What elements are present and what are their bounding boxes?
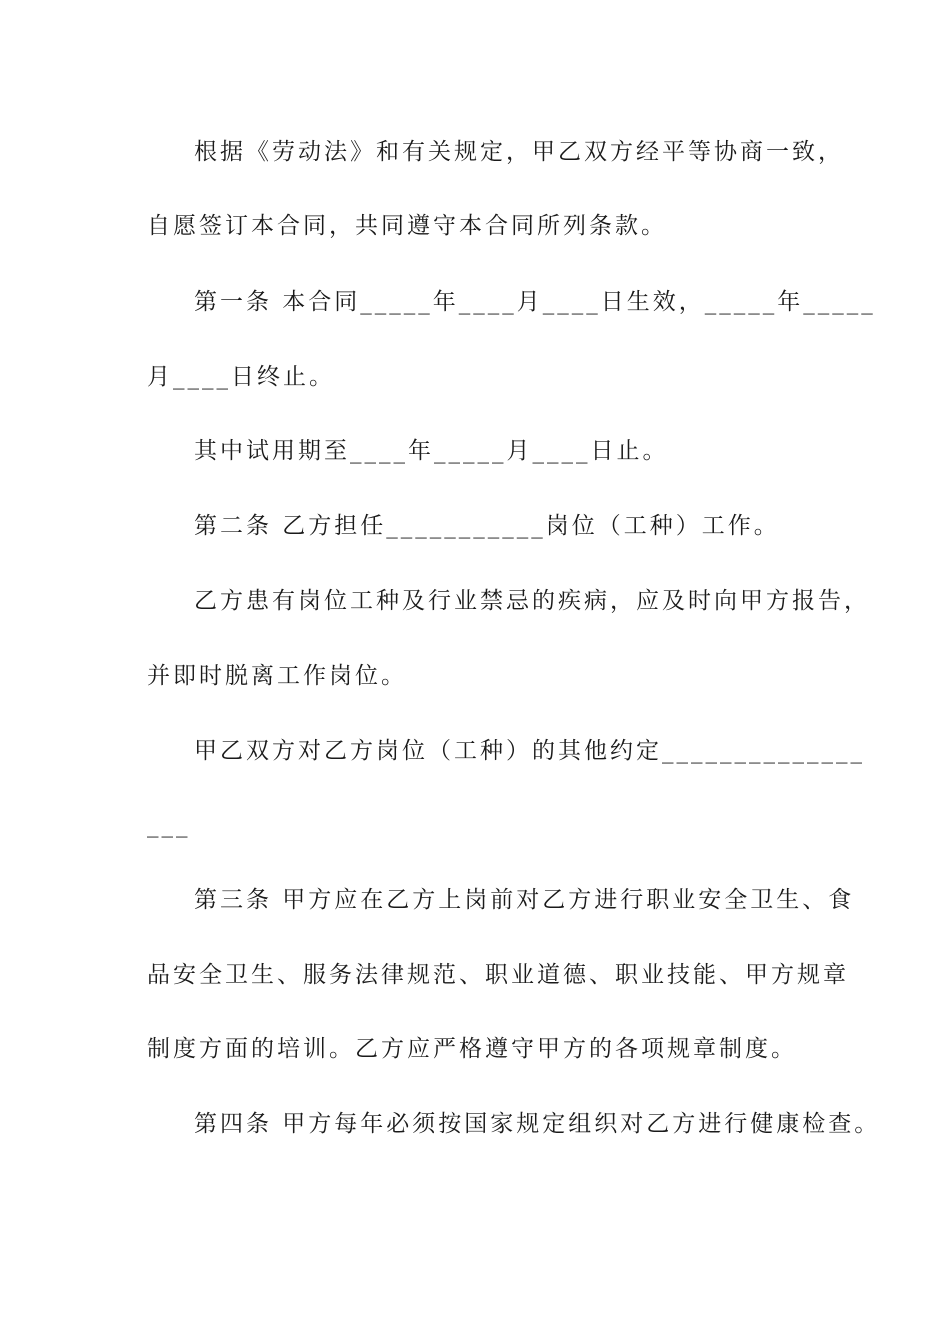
paragraph-line: ___ <box>147 812 191 838</box>
article-4-line: 第四条 甲方每年必须按国家规定组织对乙方进行健康检查。 <box>194 1111 881 1137</box>
paragraph-line: 并即时脱离工作岗位。 <box>147 663 407 689</box>
article-3-line: 第三条 甲方应在乙方上岗前对乙方进行职业安全卫生、食 <box>194 887 855 913</box>
paragraph-line: 品安全卫生、服务法律规范、职业道德、职业技能、甲方规章 <box>147 962 849 988</box>
paragraph-line: 乙方患有岗位工种及行业禁忌的疾病，应及时向甲方报告， <box>194 588 870 614</box>
paragraph-line: 月____日终止。 <box>147 364 335 390</box>
article-2-line: 第二条 乙方担任___________岗位（工种）工作。 <box>194 513 780 539</box>
paragraph-line: 其中试用期至____年_____月____日止。 <box>194 438 669 464</box>
paragraph-line: 自愿签订本合同，共同遵守本合同所列条款。 <box>147 213 667 239</box>
paragraph-line: 制度方面的培训。乙方应严格遵守甲方的各项规章制度。 <box>147 1036 797 1062</box>
article-1-line: 第一条 本合同_____年____月____日生效，_____年_____ <box>194 289 876 315</box>
paragraph-line: 根据《劳动法》和有关规定，甲乙双方经平等协商一致， <box>194 139 844 165</box>
paragraph-line: 甲乙双方对乙方岗位（工种）的其他约定______________ <box>194 738 865 764</box>
